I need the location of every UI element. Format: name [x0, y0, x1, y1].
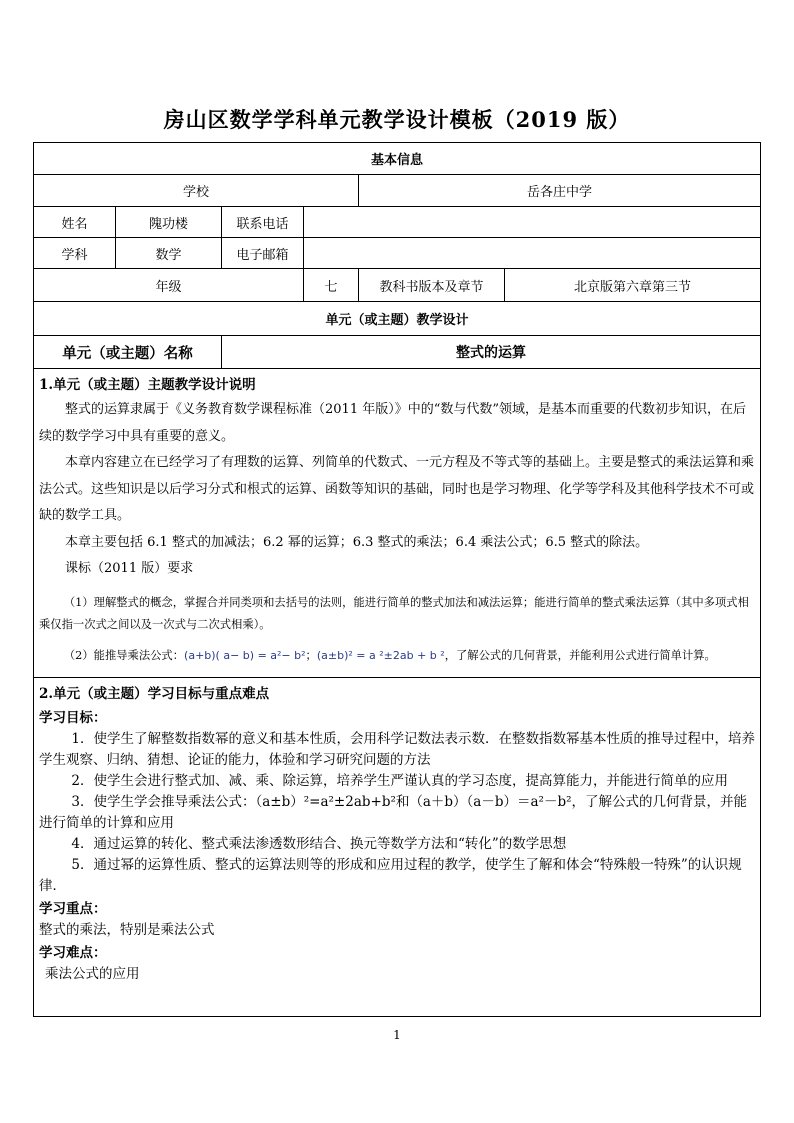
grade-label: 年级: [34, 269, 304, 302]
requirement-2: [39, 645, 755, 667]
section2-cell: [34, 678, 761, 1017]
email-label: 电子邮箱: [222, 238, 304, 269]
section1-paragraph: 整式的运算隶属于《义务教育数学课程标准（2011 年版）》中的“数与代数”领域，是基本而重要的代数初步知识，在后续的数学学习中具有重要的意义。: [39, 402, 747, 444]
difficulty-value: 乘法公式的应用: [45, 966, 140, 982]
design-template-table: [33, 142, 761, 1017]
key-points-value: 整式的乘法，特别是乘法公式: [39, 922, 215, 938]
unit-name-value: 整式的运算: [222, 336, 761, 369]
section1-heading: 1.单元（或主题）主题教学设计说明: [39, 377, 256, 393]
learning-goal: 1．使学生了解整数指数幂的意义和基本性质，会用科学记数法表示数．在整数指数幂基本性质的推导过程中，培养学生观察、归纳、猜想、论证的能力，体验和学习研究问题的方法: [39, 731, 755, 768]
basic-info-heading: 基本信息: [34, 143, 761, 175]
school-label: 学校: [34, 175, 359, 207]
product-formula: (a+b)( a− b) = a²− b²: [184, 648, 306, 662]
learning-goal: 2．使学生会进行整式加、减、乘、除运算，培养学生严谨认真的学习态度，提高算能力，并能进行简单的应用: [71, 773, 728, 789]
phone-value: [304, 207, 761, 238]
email-value: [304, 238, 761, 269]
subject-label: 学科: [34, 238, 116, 269]
subject-value: 数学: [116, 238, 222, 269]
section1-paragraph: 本章主要包括 6.1 整式的加减法；6.2 幂的运算；6.3 整式的乘法；6.4 乘法公式；6.5 整式的除法。: [65, 534, 649, 550]
page-number: 1: [393, 1028, 401, 1042]
textbook-value: 北京版第六章第三节: [505, 269, 761, 302]
learning-goal: 4．通过运算的转化、整式乘法渗透数形结合、换元等数学方法和“转化”的数学思想: [71, 836, 567, 852]
section2-heading: 2.单元（或主题）学习目标与重点难点: [39, 686, 270, 702]
requirement-2-suffix: ，了解公式的几何背景，并能利用公式进行简单计算。: [444, 648, 716, 662]
phone-label: 联系电话: [222, 207, 304, 238]
requirement-2-prefix: （2）能推导乘法公式：: [63, 648, 185, 662]
difficulty-label: 学习难点：: [39, 945, 107, 961]
learning-goal: 3．使学生学会推导乘法公式：（a±b）²=a²±2ab+b²和（a＋b）（a－b）＝a²－b²，了解公式的几何背景，并能进行简单的计算和应用: [39, 794, 748, 831]
page-title: 房山区数学学科单元教学设计模板（2019 版）: [163, 107, 631, 132]
section1-cell: [34, 369, 761, 678]
requirement-1: （1）理解整式的概念，掌握合并同类项和去括号的法则，能进行简单的整式加法和减法运算；能进行简单的整式乘法运算（其中多项式相乘仅指一次式之间以及一次式与二次式相乘）。: [39, 595, 749, 631]
section1-paragraph: 本章内容建立在已经学习了有理数的运算、列简单的代数式、一元方程及不等式等的基础上。主要是整式的乘法运算和乘法公式。这些知识是以后学习分式和根式的运算、函数等知识的基础，同时也是学习物理、化学等学科及其他科学技术不可或缺的数学工具。: [39, 455, 755, 523]
square-formula: (a±b)² = a ²±2ab + b ²: [316, 648, 445, 662]
requirement-2-separator: ；: [305, 648, 317, 662]
curriculum-standard-heading: 课标（2011 版）要求: [65, 561, 194, 576]
unit-name-label: 单元（或主题）名称: [34, 336, 222, 369]
learning-goal: 5．通过幂的运算性质、整式的运算法则等的形成和应用过程的教学，使学生了解和体会“特殊般一特殊”的认识规律．: [39, 857, 742, 894]
name-label: 姓名: [34, 207, 116, 238]
textbook-label: 教科书版本及章节: [359, 269, 505, 302]
unit-design-heading: 单元（或主题）教学设计: [34, 302, 761, 336]
learning-goals-label: 学习目标：: [39, 710, 107, 726]
school-value: 岳各庄中学: [359, 175, 761, 207]
grade-value: 七: [304, 269, 359, 302]
name-value: 隗功楼: [116, 207, 222, 238]
key-points-label: 学习重点：: [39, 901, 107, 917]
